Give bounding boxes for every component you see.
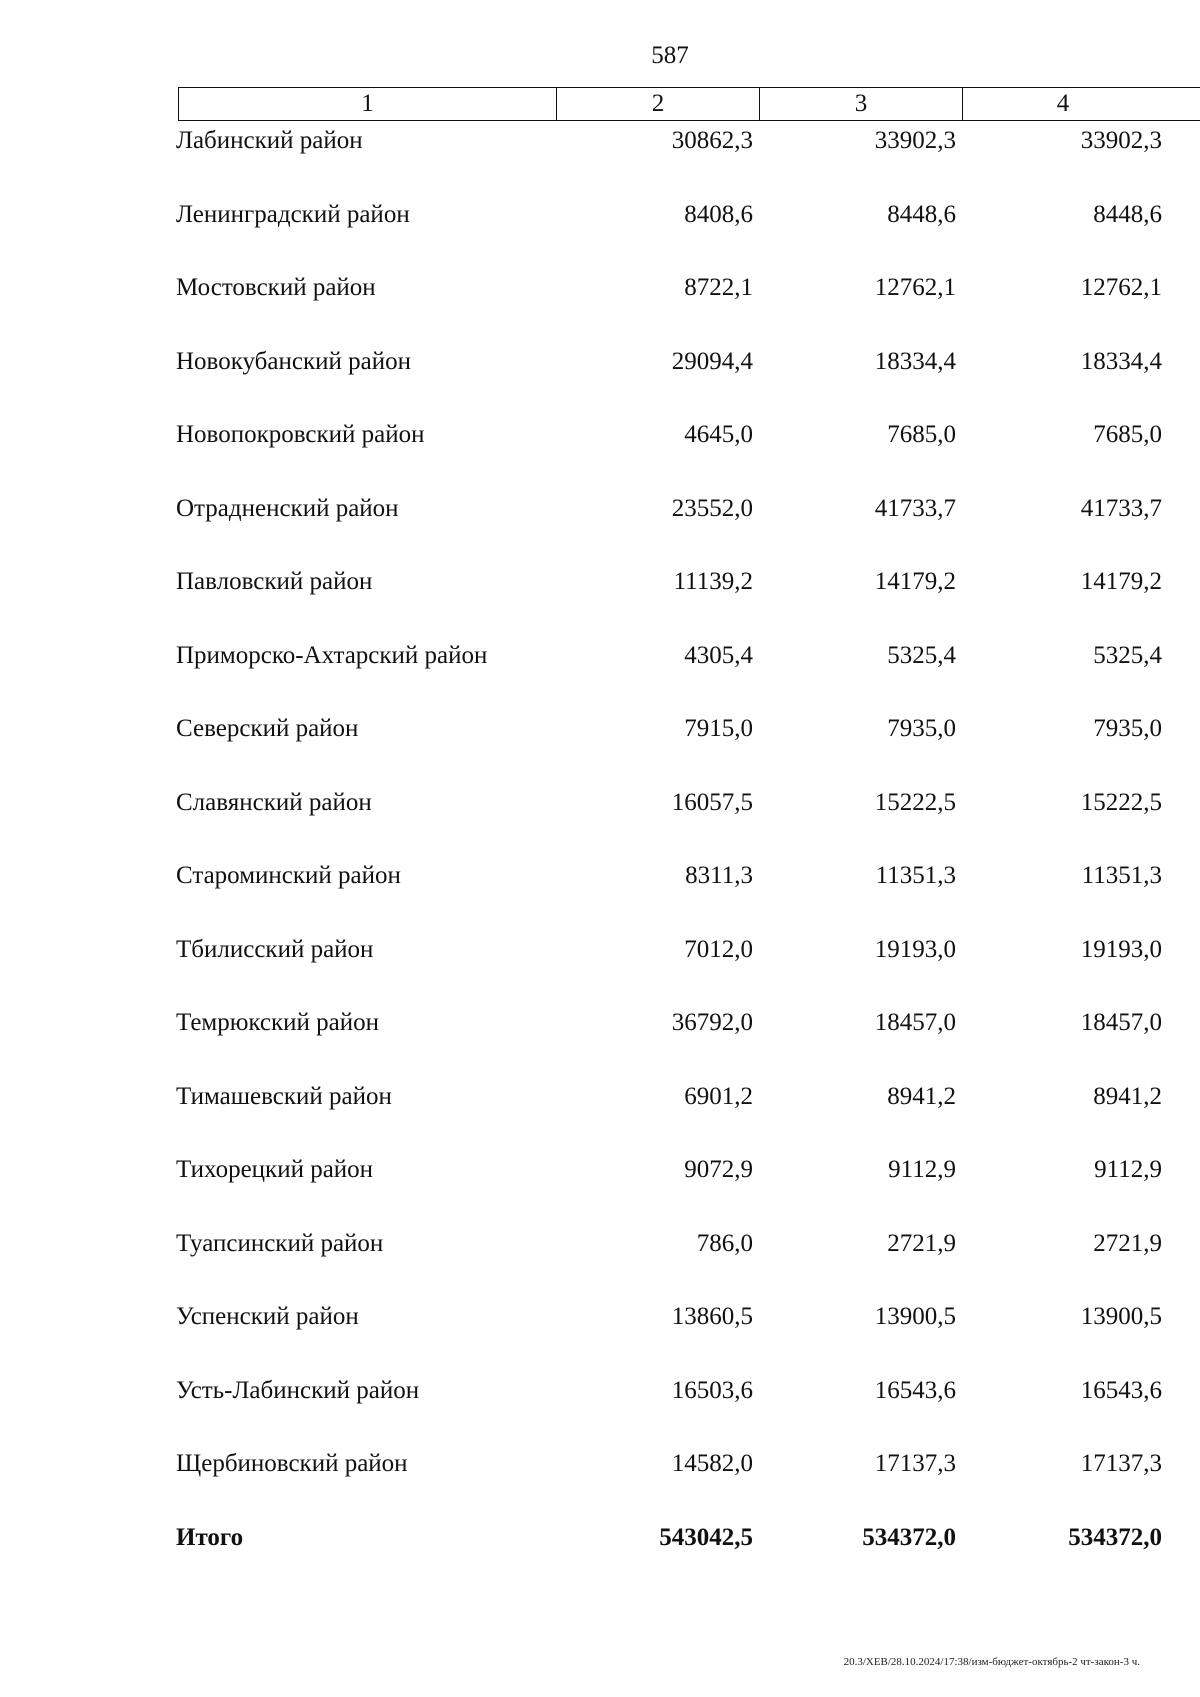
table-row [172, 1445, 1162, 1519]
table-body [172, 122, 1162, 1592]
district-name: Новокубанский район [176, 347, 411, 375]
page-number: 587 [651, 42, 689, 69]
district-name: Приморско-Ахтарский район [176, 641, 488, 669]
value-col-4: 5325,4 [1093, 641, 1162, 669]
value-col-2: 13860,5 [671, 1303, 753, 1330]
district-name: Ленинградский район [176, 200, 410, 228]
value-col-3: 11351,3 [875, 862, 956, 889]
value-col-2: 6901,2 [684, 1082, 753, 1110]
district-name: Лабинский район [176, 127, 363, 154]
table-row [172, 784, 1162, 858]
value-col-2: 23552,0 [671, 494, 753, 522]
value-col-2: 16057,5 [671, 788, 753, 816]
value-col-4: 15222,5 [1080, 788, 1162, 816]
value-col-3: 8941,2 [887, 1082, 956, 1110]
value-col-2: 29094,4 [671, 347, 753, 375]
district-name: Тихорецкий район [176, 1156, 374, 1183]
header-col-1: 1 [361, 90, 374, 117]
value-col-2: 30862,3 [671, 127, 753, 154]
header-col-3: 3 [759, 88, 962, 120]
value-col-2: 11139,2 [673, 568, 753, 595]
district-name: Мостовский район [176, 274, 376, 301]
table-row [172, 1078, 1162, 1152]
district-name: Тбилисский район [176, 935, 374, 963]
table-row [172, 1298, 1162, 1372]
value-col-2: 4305,4 [684, 641, 753, 669]
table-row [172, 857, 1162, 931]
document-footer: 20.3/ХЕВ/28.10.2024/17:38/изм-бюджет-октябрь-2 чт-закон-3 ч. [843, 1656, 1140, 1668]
table-header [178, 87, 1200, 121]
value-col-2: 9072,9 [684, 1156, 753, 1183]
value-col-3: 8448,6 [887, 200, 956, 228]
district-name: Староминский район [176, 862, 401, 889]
value-col-2: 7915,0 [684, 715, 753, 742]
value-col-2: 8408,6 [684, 200, 753, 228]
table-row [172, 269, 1162, 343]
value-col-3: 14179,2 [874, 568, 956, 595]
value-col-3: 7685,0 [887, 421, 956, 448]
table-row [172, 710, 1162, 784]
district-name: Отрадненский район [176, 494, 399, 522]
table-row [172, 1004, 1162, 1078]
value-col-4: 8448,6 [1093, 200, 1162, 228]
value-col-3: 9112,9 [888, 1156, 956, 1183]
table-row [172, 637, 1162, 711]
value-col-2: 16503,6 [671, 1376, 753, 1404]
value-col-3: 33902,3 [874, 127, 956, 154]
value-col-4: 7935,0 [1093, 715, 1162, 742]
value-col-3: 17137,3 [874, 1450, 956, 1477]
district-name: Темрюкский район [176, 1009, 380, 1036]
table-row [172, 563, 1162, 637]
value-col-2: 786,0 [696, 1229, 753, 1257]
district-name: Итого [176, 1523, 244, 1551]
value-col-4: 7685,0 [1093, 421, 1162, 448]
value-col-3: 12762,1 [874, 274, 956, 301]
table-row [172, 931, 1162, 1005]
district-name: Туапсинский район [176, 1229, 384, 1257]
header-col-2: 2 [556, 88, 759, 120]
value-col-4: 2721,9 [1093, 1229, 1162, 1257]
table-row [172, 196, 1162, 270]
value-col-4: 19193,0 [1080, 935, 1162, 963]
total-row [172, 1519, 1162, 1593]
value-col-4: 13900,5 [1080, 1303, 1162, 1330]
value-col-4: 16543,6 [1080, 1376, 1162, 1404]
value-col-4: 18334,4 [1080, 347, 1162, 375]
district-name: Успенский район [176, 1303, 359, 1330]
value-col-3: 15222,5 [874, 788, 956, 816]
value-col-4: 14179,2 [1080, 568, 1162, 595]
table-row [172, 343, 1162, 417]
value-col-2: 4645,0 [684, 421, 753, 448]
table-row [172, 122, 1162, 196]
district-name: Щербиновский район [176, 1450, 408, 1477]
value-col-2: 8722,1 [684, 274, 753, 301]
value-col-4: 18457,0 [1080, 1009, 1162, 1036]
value-col-3: 5325,4 [887, 641, 956, 669]
header-col-4: 4 [962, 88, 1163, 120]
district-name: Усть-Лабинский район [176, 1376, 420, 1404]
value-col-3: 16543,6 [874, 1376, 956, 1404]
value-col-2: 8311,3 [685, 862, 753, 889]
value-col-4: 8941,2 [1093, 1082, 1162, 1110]
value-col-4: 9112,9 [1094, 1156, 1162, 1183]
value-col-3: 19193,0 [874, 935, 956, 963]
district-name: Новопокровский район [176, 421, 425, 448]
value-col-3: 41733,7 [874, 494, 956, 522]
district-name: Славянский район [176, 788, 372, 816]
value-col-3: 13900,5 [874, 1303, 956, 1330]
district-name: Тимашевский район [176, 1082, 392, 1110]
table-row [172, 416, 1162, 490]
district-name: Павловский район [176, 568, 373, 595]
table-row [172, 490, 1162, 564]
table-row [172, 1372, 1162, 1446]
value-col-2: 36792,0 [671, 1009, 753, 1036]
table-row [172, 1225, 1162, 1299]
value-col-2: 7012,0 [684, 935, 753, 963]
value-col-3: 18334,4 [874, 347, 956, 375]
value-col-4: 11351,3 [1081, 862, 1162, 889]
value-col-2: 543042,5 [659, 1523, 753, 1551]
value-col-4: 12762,1 [1080, 274, 1162, 301]
value-col-3: 7935,0 [887, 715, 956, 742]
value-col-4: 534372,0 [1068, 1523, 1162, 1551]
value-col-3: 18457,0 [874, 1009, 956, 1036]
value-col-4: 41733,7 [1080, 494, 1162, 522]
value-col-4: 17137,3 [1080, 1450, 1162, 1477]
value-col-2: 14582,0 [671, 1450, 753, 1477]
value-col-3: 534372,0 [862, 1523, 956, 1551]
table-row [172, 1151, 1162, 1225]
value-col-4: 33902,3 [1080, 127, 1162, 154]
value-col-3: 2721,9 [887, 1229, 956, 1257]
district-name: Северский район [176, 715, 359, 742]
